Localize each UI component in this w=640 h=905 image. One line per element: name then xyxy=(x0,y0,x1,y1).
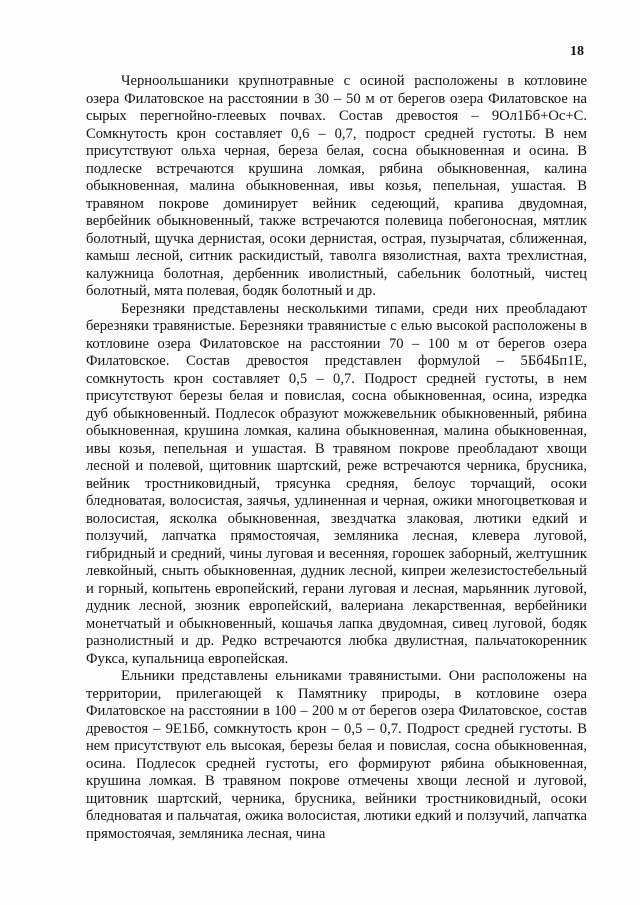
paragraph-black-alder-forests: Черноольшаники крупнотравные с осиной расположены в котловине озера Филатовское на расстоянии в 30 – 50 м от берегов озера Филатовское на сырых перегнойно-глеевых почвах. Состав древостоя – 9Ол1Бб+Ос+С. Сомкнутость крон составляет 0,6 – 0,7, подрост средней густоты. В нем присутствуют ольха черная, береза белая, сосна обыкновенная и осина. В подлеске встречаются крушина ломкая, рябина обыкновенная, калина обыкновенная, малина обыкновенная, ивы козья, пепельная, ушастая. В травяном покрове доминирует вейник седеющий, крапива двудомная, вербейник обыкновенный, также встречаются полевица побегоносная, мятлик болотный, щучка дернистая, осоки дернистая, острая, пузырчатая, сближенная, камыш лесной, ситник раскидистый, таволга вязолистная, вахта трехлистная, калужница болотная, дербенник иволистный, сабельник болотный, чистец болотный, мята полевая, бодяк болотный и др. xyxy=(86,73,587,299)
body-text xyxy=(86,73,587,843)
paragraph-spruce-forests: Ельники представлены ельниками травянистыми. Они расположены на территории, прилегающей к Памятнику природы, в котловине озера Филатовское на расстоянии в 100 – 200 м от берегов озера Филатовское, состав древостоя – 9Е1Бб, сомкнутость крон – 0,5 – 0,7. Подрост средней густоты. В нем присутствуют ель высокая, березы белая и повислая, сосна обыкновенная, осина. Подлесок средней густоты, его формируют рябина обыкновенная, крушина ломкая. В травяном покрове отмечены хвощи лесной и луговой, щитовник шартский, черника, брусника, вейники тростниковидный, осоки бледноватая и пальчатая, ожика волосистая, лютики едкий и ползучий, лапчатка прямостоячая, земляника лесная, чина xyxy=(86,668,587,842)
page-number: 18 xyxy=(570,44,584,59)
paragraph-birch-forests: Березняки представлены несколькими типами, среди них преобладают березняки травянистые. Березняки травянистые с елью высокой расположены в котловине озера Филатовское на расстоянии 70 – 100 м от берегов озера Филатовское. Состав древостоя представлен формулой – 5Бб4Бп1Е, сомкнутость крон составляет 0,5 – 0,7. Подрост средней густоты, в нем присутствуют березы белая и повислая, сосна обыкновенная, осина, изредка дуб обыкновенный. Подлесок образуют можжевельник обыкновенный, рябина обыкновенная, крушина ломкая, калина обыкновенная, малина обыкновенная, ивы козья, пепельная и ушастая. В травяном покрове преобладают хвощи лесной и полевой, щитовник шартский, реже встречаются черника, брусника, вейник тростниковидный, трясунка средняя, белоус торчащий, осоки бледноватая, волосистая, заячья, удлиненная и черная, ожики многоцветковая и волосистая, ясколка обыкновенная, звездчатка злаковая, лютики едкий и ползучий, лапчатка прямостоячая, земляника лесная, клевера луговой, гибридный и средний, чины луговая и весенняя, горошек заборный, желтушник левкойный, сныть обыкновенная, дудник лесной, кипреи железистостебельный и горный, копытень европейский, герани луговая и лесная, марьянник луговой, дудник лесной, зюзник европейский, валериана лекарственная, вербейники монетчатый и обыкновенный, кошачья лапка двудомная, сивец луговой, бодяк разнолистный и др. Редко встречаются любка двулистная, пальчатокоренник Фукса, купальница европейская. xyxy=(86,300,587,667)
